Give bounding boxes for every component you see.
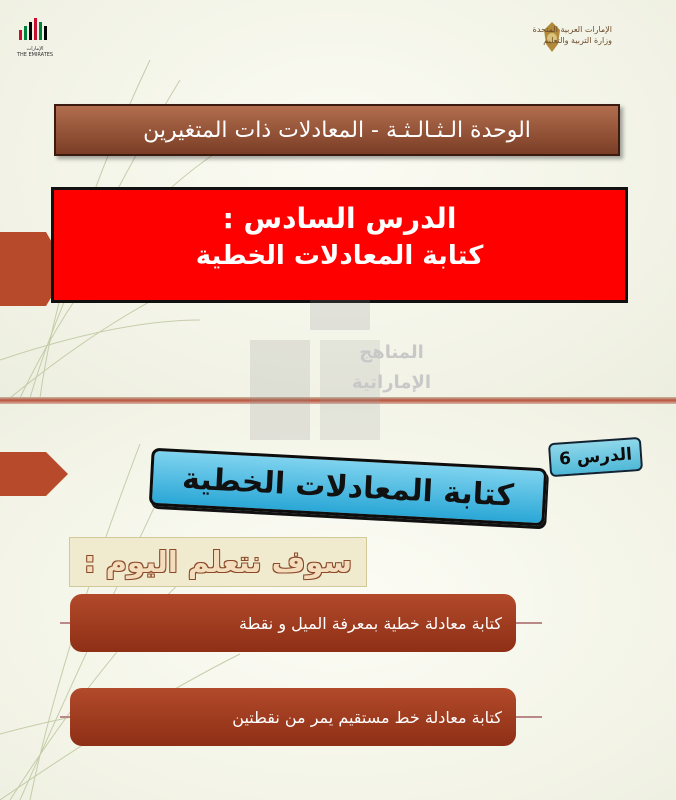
ministry-logo-text: الإمارات العربية المتحدة وزارة التربية والتعليم	[532, 25, 612, 45]
emirates-logo-icon	[15, 16, 55, 42]
ministry-logo	[516, 20, 666, 64]
emirates-logo-caption: THE EMIRATES	[16, 52, 54, 58]
emirates-logo	[10, 16, 60, 58]
lesson-name: كتابة المعادلات الخطية	[195, 241, 484, 271]
red-arrow-shape	[0, 452, 68, 496]
learn-today-label: سوف نتعلم اليوم :	[69, 537, 367, 587]
watermark-text: المناهج الإماراتية	[352, 342, 432, 393]
objective-item: كتابة معادلة خطية بمعرفة الميل و نقطة	[70, 594, 516, 652]
lesson-number-badge: الدرس 6	[548, 437, 643, 477]
lesson-title-box	[51, 187, 628, 303]
emirates-logo-arabic: الإمارات	[26, 46, 44, 52]
lesson-number: الدرس السادس :	[222, 202, 457, 235]
lesson-title-banner: كتابة المعادلات الخطية	[149, 448, 547, 527]
objective-item: كتابة معادلة خط مستقيم يمر من نقطتين	[70, 688, 516, 746]
unit-title-banner: الوحدة الـثـالـثـة - المعادلات ذات المتغيرين	[54, 104, 620, 156]
